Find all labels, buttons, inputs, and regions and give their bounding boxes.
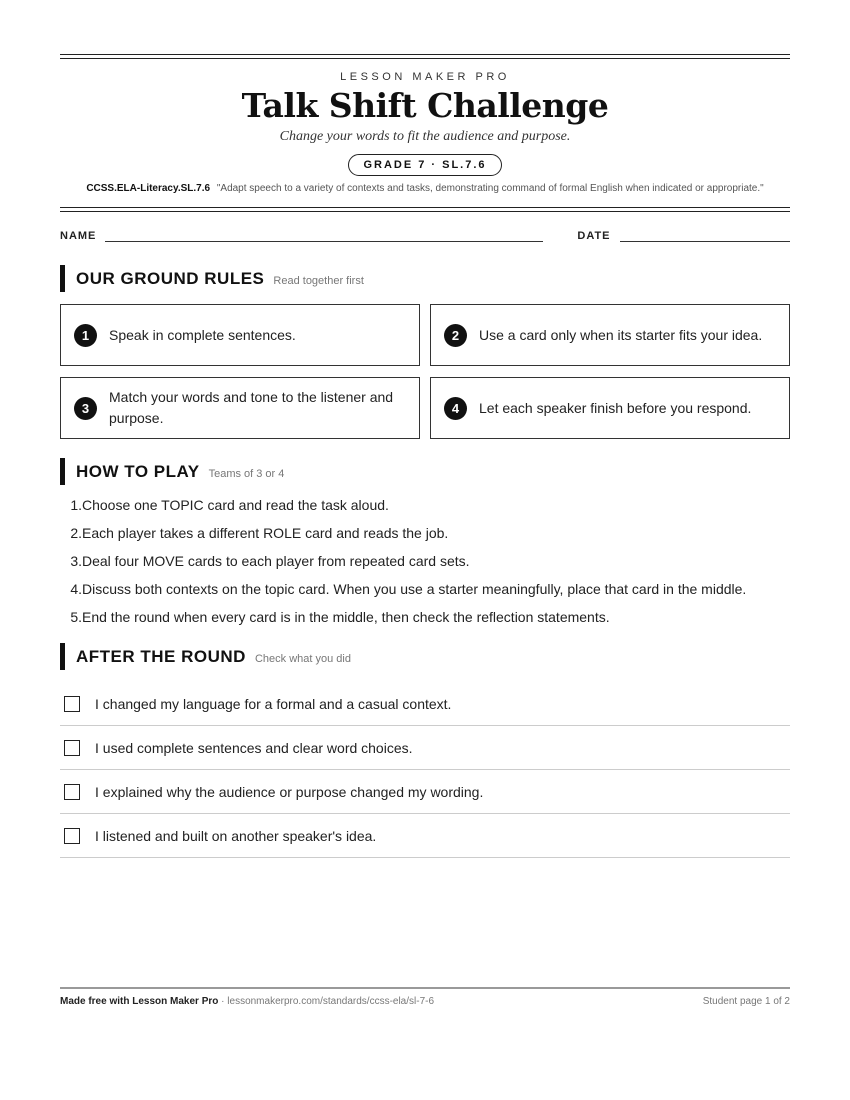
- page-subtitle: Change your words to fit the audience and purpose.: [279, 129, 571, 144]
- step-text: End the round when every card is in the middle, then check the reflection statements.: [82, 609, 610, 625]
- footer-url[interactable]: · lessonmakerpro.com/standards/ccss-ela/sl-7-6: [221, 996, 435, 1007]
- after-round-title: AFTER THE ROUND: [76, 647, 246, 666]
- header-bottom-rule: [60, 207, 790, 212]
- step-text: Deal four MOVE cards to each player from repeated card sets.: [82, 553, 470, 569]
- step-number: 3.: [70, 553, 82, 569]
- standard-code: CCSS.ELA-Literacy.SL.7.6: [86, 183, 211, 194]
- how-to-play-steps: [60, 495, 790, 628]
- step-number: 4.: [70, 581, 82, 597]
- checklist-item: [60, 726, 790, 770]
- step-text: Each player takes a different ROLE card and reads the job.: [82, 525, 449, 541]
- rule-text: Match your words and tone to the listener and purpose.: [109, 389, 394, 426]
- ground-rules-title: OUR GROUND RULES: [76, 269, 265, 288]
- ground-rules-grid: [60, 304, 790, 439]
- checklist-text: I changed my language for a formal and a casual context.: [95, 695, 452, 712]
- after-round-heading: [60, 643, 790, 670]
- rule-number-badge: 2: [444, 324, 467, 347]
- rule-card: [60, 304, 420, 366]
- page-footer: [60, 987, 790, 1007]
- step-item: [60, 551, 790, 572]
- header-top-rule: [60, 54, 790, 59]
- step-text: Choose one TOPIC card and read the task aloud.: [82, 497, 389, 513]
- rule-card: [430, 377, 790, 439]
- name-date-row: [60, 230, 790, 242]
- step-item: [60, 579, 790, 600]
- how-to-play-title: HOW TO PLAY: [76, 462, 200, 481]
- checklist-text: I explained why the audience or purpose changed my wording.: [95, 783, 484, 800]
- standard-text: "Adapt speech to a variety of contexts and tasks, demonstrating command of formal English when indicated or appropriate.": [216, 183, 764, 194]
- rule-text: Use a card only when its starter fits your idea.: [479, 326, 763, 343]
- date-label: DATE: [577, 230, 611, 242]
- rule-text: Let each speaker finish before you respond.: [479, 399, 752, 416]
- checklist-text: I listened and built on another speaker's idea.: [95, 827, 377, 844]
- brand-name: LESSON MAKER PRO: [340, 71, 510, 83]
- rule-number-badge: 4: [444, 397, 467, 420]
- step-number: 1.: [70, 497, 82, 513]
- step-item: [60, 523, 790, 544]
- checkbox[interactable]: [64, 740, 80, 756]
- checklist-item: [60, 770, 790, 814]
- checkbox[interactable]: [64, 784, 80, 800]
- rule-card: [430, 304, 790, 366]
- page-title: Talk Shift Challenge: [241, 86, 609, 125]
- ground-rules-note: Read together first: [273, 275, 364, 287]
- rule-number-badge: 1: [74, 324, 97, 347]
- rule-card: [60, 377, 420, 439]
- checklist-text: I used complete sentences and clear word choices.: [95, 739, 413, 756]
- step-text: Discuss both contexts on the topic card. When you use a starter meaningfully, place that card in the middle.: [82, 581, 747, 597]
- date-field[interactable]: [620, 231, 790, 242]
- footer-page-number: Student page 1 of 2: [702, 996, 790, 1007]
- worksheet-page: [60, 54, 790, 858]
- footer-made-with: Made free with Lesson Maker Pro: [60, 996, 219, 1007]
- step-number: 5.: [70, 609, 82, 625]
- rule-number-badge: 3: [74, 397, 97, 420]
- name-field[interactable]: [105, 231, 543, 242]
- checklist-item: [60, 682, 790, 726]
- how-to-play-note: Teams of 3 or 4: [208, 468, 285, 480]
- rule-text: Speak in complete sentences.: [109, 326, 296, 343]
- checkbox[interactable]: [64, 696, 80, 712]
- step-item: [60, 607, 790, 628]
- after-round-note: Check what you did: [254, 653, 351, 665]
- step-number: 2.: [70, 525, 82, 541]
- reflection-checklist: [60, 682, 790, 858]
- checklist-item: [60, 814, 790, 858]
- step-item: [60, 495, 790, 516]
- checkbox[interactable]: [64, 828, 80, 844]
- ground-rules-heading: [60, 265, 790, 292]
- grade-badge: GRADE 7 · SL.7.6: [348, 154, 501, 176]
- standard-statement: [60, 181, 790, 196]
- how-to-play-heading: [60, 458, 790, 485]
- name-label: NAME: [60, 230, 97, 242]
- footer-credit: [60, 996, 434, 1007]
